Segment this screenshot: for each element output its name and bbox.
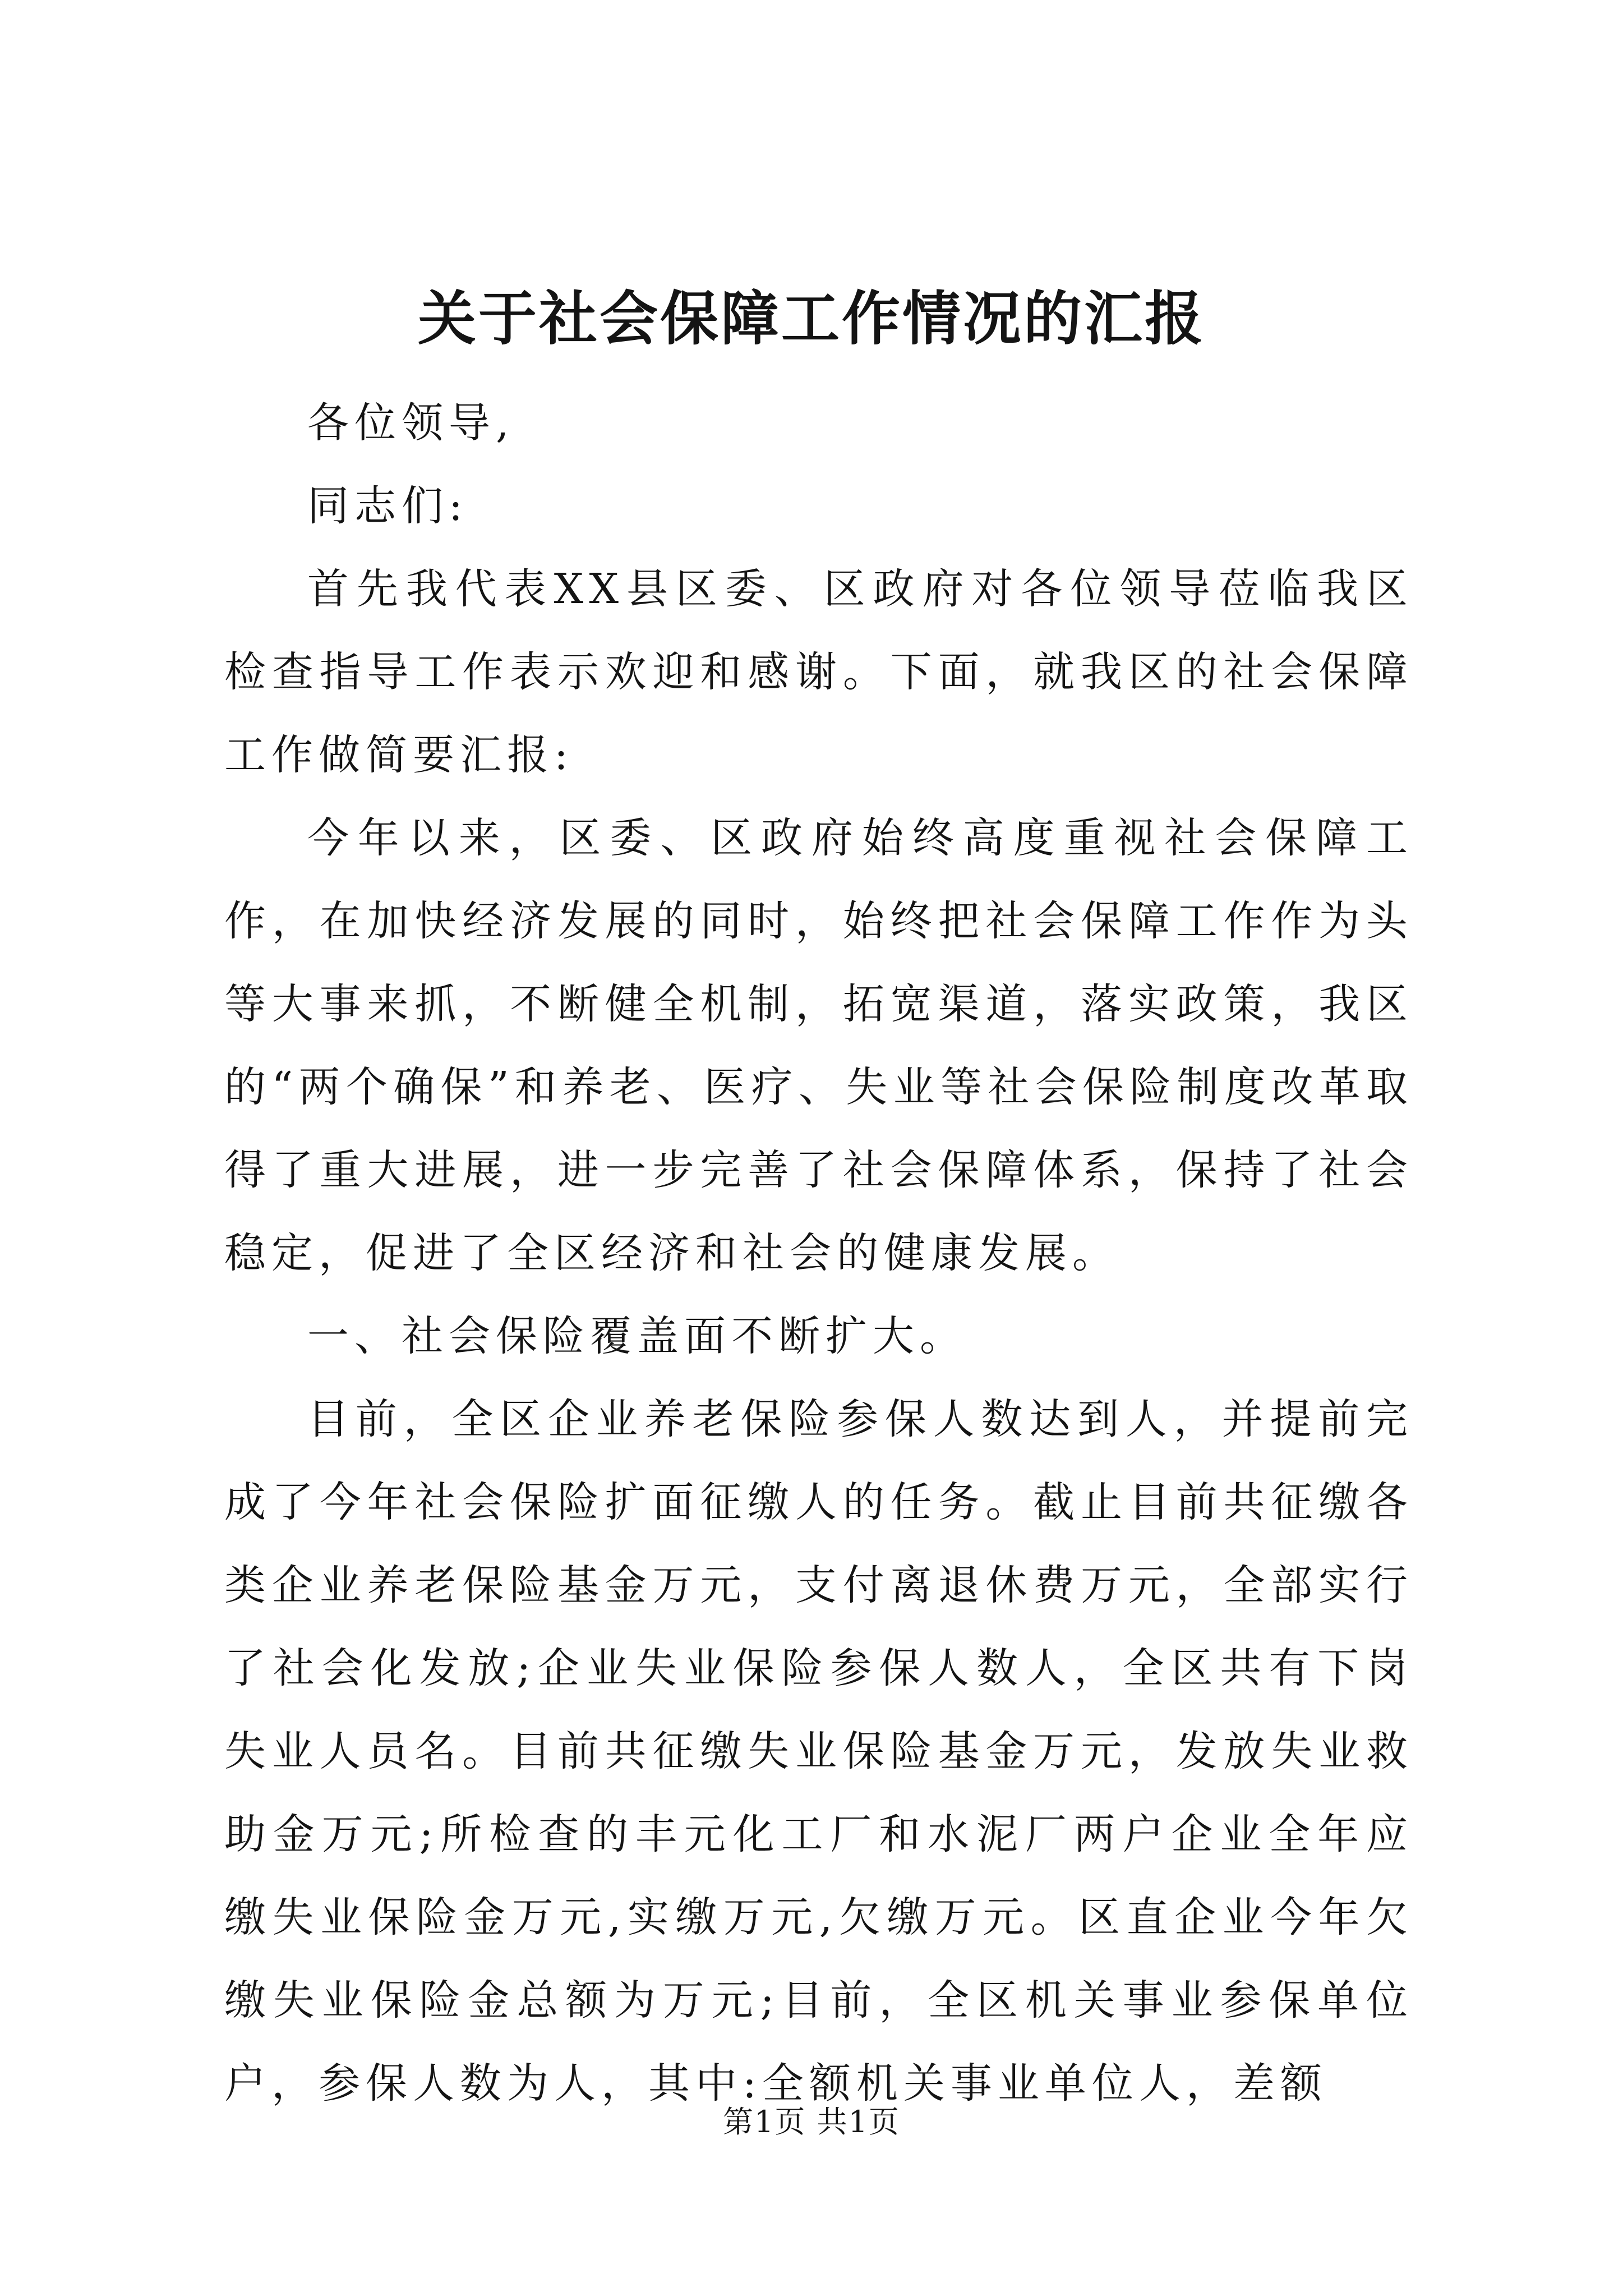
page-number-footer: 第1页 共1页 bbox=[723, 2104, 900, 2139]
greeting-line: 同志们: bbox=[307, 482, 468, 530]
body-paragraph: 目前，全区企业养老保险参保人数达到人，并提前完成了今年社会保险扩面征缴人的任务。截止目前共征缴各类企业养老保险基金万元，支付离退休费万元，全部实行了社会化发放;企业失业保险参保人数人，全区共有下岗失业人员名。目前共征缴失业保险基金万元，发放失业救助金万元;所检查的丰元化工厂和水泥厂两户企业全年应缴失业保险金万元,实缴万元,欠缴万元。区直企业今年欠缴失业保险金总额为万元;目前，全区机关事业参保单位户，参保人数为人，其中:全额机关事业单位人，差额 bbox=[224, 1395, 1413, 2108]
body-paragraph: 首先我代表XX县区委、区政府对各位领导莅临我区检查指导工作表示欢迎和感谢。下面，就我区的社会保障工作做简要汇报: bbox=[224, 565, 1413, 779]
document-title: 关于社会保障工作情况的汇报 bbox=[417, 284, 1205, 353]
section-heading: 一、社会保险覆盖面不断扩大。 bbox=[307, 1312, 967, 1360]
body-paragraph: 今年以来，区委、区政府始终高度重视社会保障工作，在加快经济发展的同时，始终把社会保障工作作为头等大事来抓，不断健全机制，拓宽渠道，落实政策，我区的“两个确保”和养老、医疗、失业等社会保险制度改革取得了重大进展，进一步完善了社会保障体系，保持了社会稳定，促进了全区经济和社会的健康发展。 bbox=[224, 814, 1413, 1277]
document-body bbox=[224, 381, 1413, 2125]
greeting-line: 各位领导, bbox=[307, 399, 515, 447]
